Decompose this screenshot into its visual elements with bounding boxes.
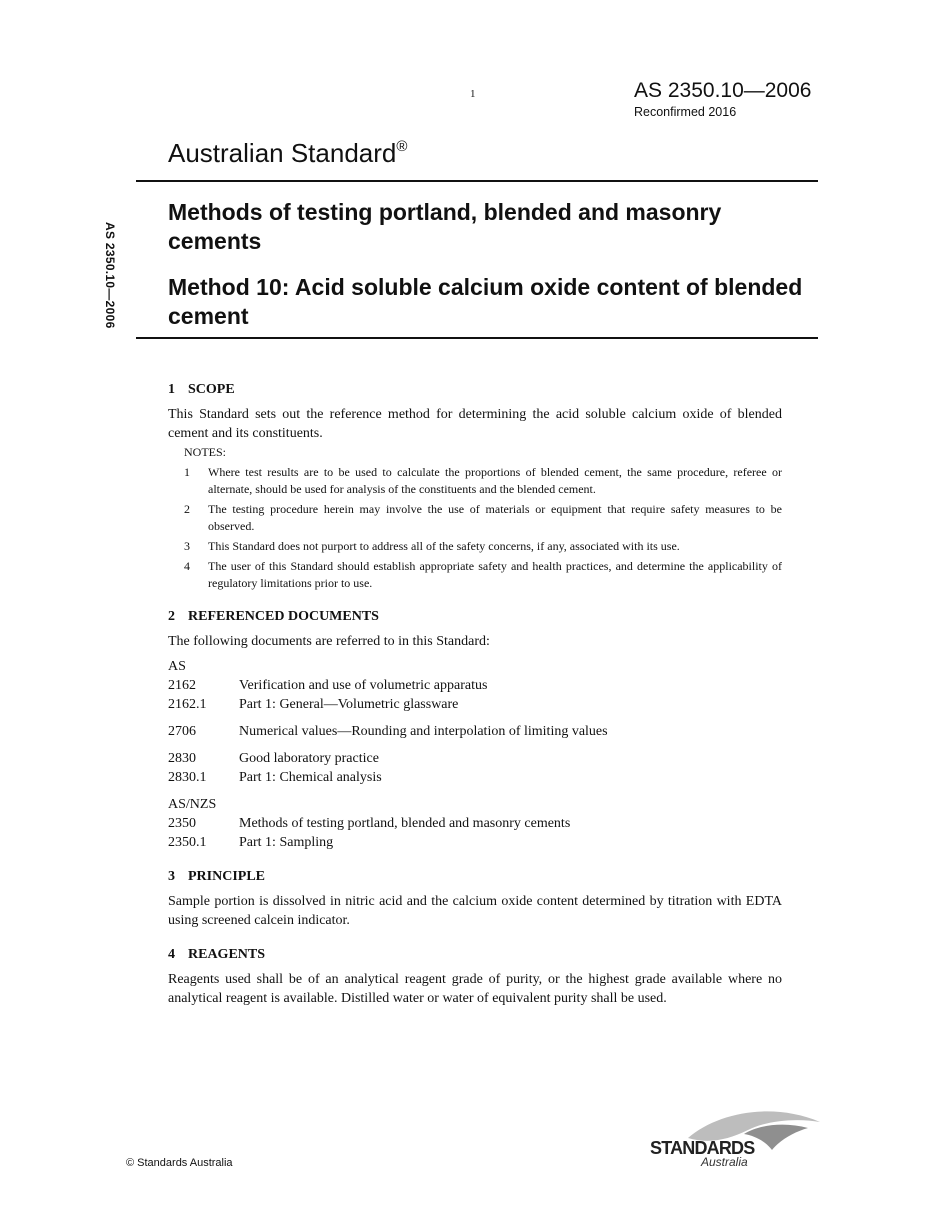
reference-code: 2350.1: [168, 835, 207, 850]
note-number: 3: [184, 539, 190, 553]
standard-number: AS 2350.10—2006: [634, 79, 812, 102]
reference-code: 2162: [168, 678, 196, 693]
reference-row: [168, 676, 782, 695]
reconfirmed-note: Reconfirmed 2016: [634, 105, 737, 119]
reference-title: Numerical values—Rounding and interpolation of limiting values: [239, 724, 608, 739]
reagents-text: Reagents used shall be of an analytical reagent grade of purity, or the highest grade available where no analytical reagent is available. Distilled water or water of equivalent purity shall be used.: [168, 972, 782, 1006]
reference-row: [168, 722, 782, 741]
notes-label: NOTES:: [184, 445, 226, 459]
notes-block: [168, 444, 782, 592]
section-gap: [168, 592, 782, 607]
reference-row: [168, 833, 782, 852]
note-text: The user of this Standard should establish appropriate safety and health practices, and determine the applicability of regulatory limitations prior to use.: [208, 559, 782, 590]
section-number: 1: [168, 382, 175, 397]
note-item: [184, 501, 782, 535]
section-heading-principle: [168, 867, 782, 886]
document-title: Methods of testing portland, blended and masonry cements: [168, 199, 722, 254]
registered-mark: ®: [396, 138, 408, 155]
reference-title: Part 1: Chemical analysis: [239, 770, 382, 785]
copyright-notice: © Standards Australia: [126, 1157, 233, 1169]
section-heading-reagents: [168, 945, 782, 964]
section-title: REFERENCED DOCUMENTS: [188, 609, 379, 624]
section-title: SCOPE: [188, 382, 235, 397]
page-number: 1: [470, 88, 476, 100]
reference-code: 2162.1: [168, 697, 207, 712]
top-divider: [136, 180, 818, 182]
note-text: This Standard does not purport to address all of the safety concerns, if any, associated with its use.: [208, 539, 680, 553]
logo-subtitle: Australia: [701, 1155, 748, 1169]
reference-spacer: [168, 787, 782, 795]
references-intro: The following documents are referred to in this Standard:: [168, 634, 490, 649]
reference-code: 2350: [168, 816, 196, 831]
logo-wordmark: STANDARDS: [650, 1138, 755, 1158]
section-number: 3: [168, 869, 175, 884]
note-item: [184, 538, 782, 555]
section-heading-references: [168, 607, 782, 626]
reference-group-as: AS: [168, 659, 186, 674]
note-text: Where test results are to be used to calculate the proportions of blended cement, the same procedure, referee or alternate, should be used for analysis of the constituents and the blended cement.: [208, 465, 782, 496]
reference-title: Good laboratory practice: [239, 751, 379, 766]
reference-row: [168, 768, 782, 787]
brand-title: [168, 138, 407, 169]
reference-code: 2830: [168, 751, 196, 766]
note-item: [184, 464, 782, 498]
side-standard-code: AS 2350.10—2006: [103, 222, 117, 329]
note-number: 4: [184, 559, 190, 573]
note-text: The testing procedure herein may involve the use of materials or equipment that require safety measures to be observed.: [208, 502, 782, 533]
reference-group-asnzs: AS/NZS: [168, 797, 217, 812]
reference-row: [168, 695, 782, 714]
scope-text: This Standard sets out the reference method for determining the acid soluble calcium oxide of blended cement and its constituents.: [168, 407, 782, 441]
note-item: [184, 558, 782, 592]
bottom-divider: [136, 337, 818, 339]
reference-title: Verification and use of volumetric apparatus: [239, 678, 488, 693]
reference-code: 2706: [168, 724, 196, 739]
document-body: [168, 380, 782, 1008]
reference-title: Part 1: Sampling: [239, 835, 334, 850]
section-title: PRINCIPLE: [188, 869, 266, 884]
section-number: 2: [168, 609, 175, 624]
section-number: 4: [168, 947, 175, 962]
note-number: 1: [184, 465, 190, 479]
reference-row: [168, 814, 782, 833]
section-gap: [168, 852, 782, 867]
reference-row: [168, 749, 782, 768]
principle-text: Sample portion is dissolved in nitric acid and the calcium oxide content determined by titration with EDTA using screened calcein indicator.: [168, 894, 782, 928]
section-title: REAGENTS: [188, 947, 266, 962]
reference-title: Methods of testing portland, blended and masonry cements: [239, 816, 571, 831]
note-number: 2: [184, 502, 190, 516]
reference-spacer: [168, 741, 782, 749]
section-gap: [168, 930, 782, 945]
reference-title: Part 1: General—Volumetric glassware: [239, 697, 459, 712]
reference-code: 2830.1: [168, 770, 207, 785]
section-heading-scope: [168, 380, 782, 399]
reference-spacer: [168, 714, 782, 722]
brand-text: Australian Standard: [168, 138, 397, 168]
method-title: Method 10: Acid soluble calcium oxide content of blended cement: [168, 274, 803, 329]
